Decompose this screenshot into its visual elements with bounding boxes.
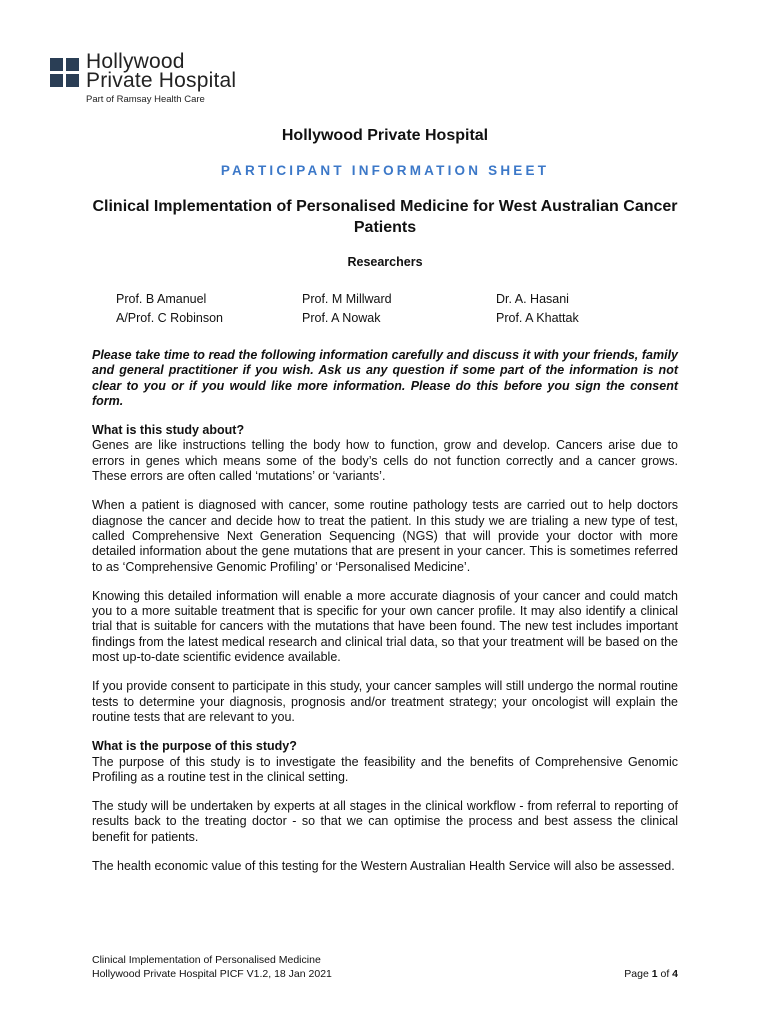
paragraph: Knowing this detailed information will enable a more accurate diagnosis of your cancer and could match you to a more suitable treatment that is specific for your own cancer profile. It may also identify a clinical trial that is suitable for cancers with the mutations that have been found. The new test includes important findings from the latest medical research and clinical trial data, so that your treatment will be based on the most up-to-date scientific evidence available.: [92, 588, 678, 665]
researcher-name: Prof. A Khattak: [496, 310, 579, 325]
researcher-name: Prof. A Nowak: [302, 310, 381, 325]
researchers-label: Researchers: [347, 255, 423, 269]
researchers-column-1: [116, 290, 223, 327]
section-purpose: [92, 739, 678, 785]
paragraph: The purpose of this study is to investigate the feasibility and the benefits of Comprehensive Genomic Profiling as a routine test in the clinical setting.: [92, 754, 678, 784]
intro-paragraph: Please take time to read the following information carefully and discuss it with your friends, family and general practitioner if you wish. Ask us any question if some part of the information is not clear to you or if you would like more information. Please do this before you sign the consent form.: [92, 348, 678, 408]
page-total: 4: [672, 968, 678, 980]
logo-name-line1: Hollywood: [86, 50, 185, 73]
researcher-name: A/Prof. C Robinson: [116, 310, 223, 325]
document-title: Hollywood Private Hospital: [281, 127, 489, 144]
paragraph: The study will be undertaken by experts at all stages in the clinical workflow - from referral to reporting of results back to the treating doctor - so that we can optimise the process and best assess the clinical benefit for patients.: [92, 799, 678, 844]
logo-squares-icon: [50, 58, 80, 88]
logo-tagline: Part of Ramsay Health Care: [86, 94, 205, 105]
researchers-column-2: [302, 290, 392, 327]
footer-line2: Hollywood Private Hospital PICF V1.2, 18 Jan 2021: [92, 968, 332, 980]
paragraph: The health economic value of this testing for the Western Australian Health Service will also be assessed.: [92, 859, 675, 874]
researchers-column-3: [496, 290, 579, 327]
page-prefix: Page: [624, 968, 652, 980]
page-of: of: [657, 968, 673, 980]
page-footer: [92, 953, 678, 981]
section-about: [92, 423, 678, 484]
researcher-name: Dr. A. Hasani: [496, 292, 569, 306]
document-subtitle: PARTICIPANT INFORMATION SHEET: [220, 163, 550, 178]
page-current: 1: [651, 968, 658, 980]
researcher-name: Prof. M Millward: [302, 292, 392, 306]
section-heading-about: What is this study about?: [92, 423, 245, 438]
paragraph: Genes are like instructions telling the body how to function, grow and develop. Cancers arise due to errors in genes which means some of the body’s cells do not function correctly and a cancer grows. These errors are often called ‘mutations’ or ‘variants’.: [92, 438, 678, 484]
page-number: [624, 967, 678, 981]
paragraph: When a patient is diagnosed with cancer, some routine pathology tests are carried out to help doctors diagnose the cancer and decide how to treat the patient. In this study we are trialing a new type of test, called Comprehensive Next Generation Sequencing (NGS) that will provide your doctor with more detailed information about the gene mutations that are present in your cancer. This is sometimes referred to as ‘Comprehensive Genomic Profiling’ or ‘Personalised Medicine’.: [92, 498, 678, 574]
paragraph: If you provide consent to participate in this study, your cancer samples will still undergo the normal routine tests to determine your diagnosis, prognosis and/or treatment strategy; your oncologist will explain the routine tests that are relevant to you.: [92, 679, 678, 724]
footer-line1: Clinical Implementation of Personalised Medicine: [92, 954, 321, 966]
researcher-name: Prof. B Amanuel: [116, 292, 207, 306]
study-title: Clinical Implementation of Personalised Medicine for West Australian Cancer Patients: [92, 198, 678, 236]
section-heading-purpose: What is the purpose of this study?: [92, 739, 297, 754]
logo-name-line2: Private Hospital: [86, 69, 237, 92]
document-body: [92, 348, 678, 888]
